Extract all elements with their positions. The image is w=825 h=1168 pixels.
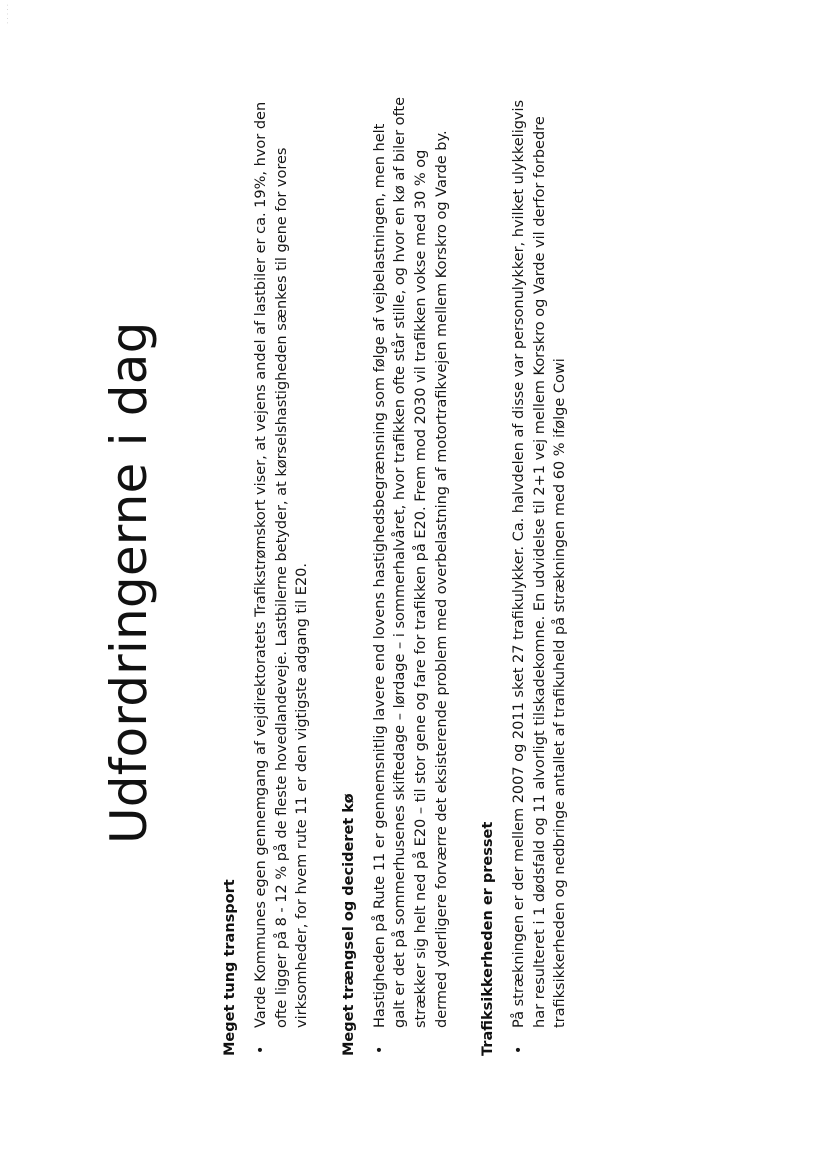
bullet-icon: • [253,1045,269,1054]
scan-corner-mark: · · · · · [4,3,12,24]
section-heading: Meget tung transport [222,879,238,1056]
section-heading: Meget trængsel og decideret kø [340,793,357,1056]
bullet-icon: • [511,1045,528,1054]
bullet-text: På strækningen er der mellem 2007 og 2011 sket 27 trafikulykker. Ca. halvdelen af disse var personulykker, hvilket ulykkeligvis har resulteret i 1 dødsfald og 11 alvorligt tilskadekomne. En udvidelse til 2+1 vej mellem Korskro og Varde vil derfor forbedre trafiksikkerheden og nedbringe antallet af trafikuheld på strækningen med 60 % ifølge Cowi [511,99,569,1028]
bullet-text: Varde Kommunes egen gennemgang af vejdirektoratets Trafikstrømskort viser, at vejens andel af lastbiler er ca. 19%, hvor den ofte ligger på 8 - 12 % på de fleste hovedlandeveje. Lastbilerne betyder, at kørselshastigheden sænkes til gene for vores virksomheder, for hvem rute 11 er den vigtigste adgang til E20. [253,101,311,1028]
slide-title: Udfordringerne i dag [100,321,158,844]
list-item [370,96,452,1056]
bullet-list [509,96,571,1056]
bullet-list [370,96,452,1056]
section-heading: Trafiksikkerheden er presset [480,821,497,1056]
list-item [251,96,313,1056]
bullet-list [251,96,313,1056]
bullet-text: Hastigheden på Rute 11 er gennemsnitlig lavere end lovens hastighedsbegrænsning som følge af vejbelastningen, men helt galt er det på sommerhusenes skiftedage – lørdage – i sommerhalvåret, hvor trafikken ofte står stille, og hvor en kø af biler ofte strækker sig helt ned på E20 – til stor gene og fare for trafikken på E20. Frem mod 2030 vil trafikken vokse med 30 % og dermed yderligere forværre det eksisterende problem med overbelastning af motortrafikvejen mellem Korskro og Varde by. [371,97,450,1028]
section-heavy-transport [220,96,313,1056]
section-traffic-safety [478,96,571,1056]
slide-content [220,96,571,1056]
bullet-icon: • [371,1045,388,1054]
section-congestion [339,96,452,1056]
list-item [509,96,571,1056]
